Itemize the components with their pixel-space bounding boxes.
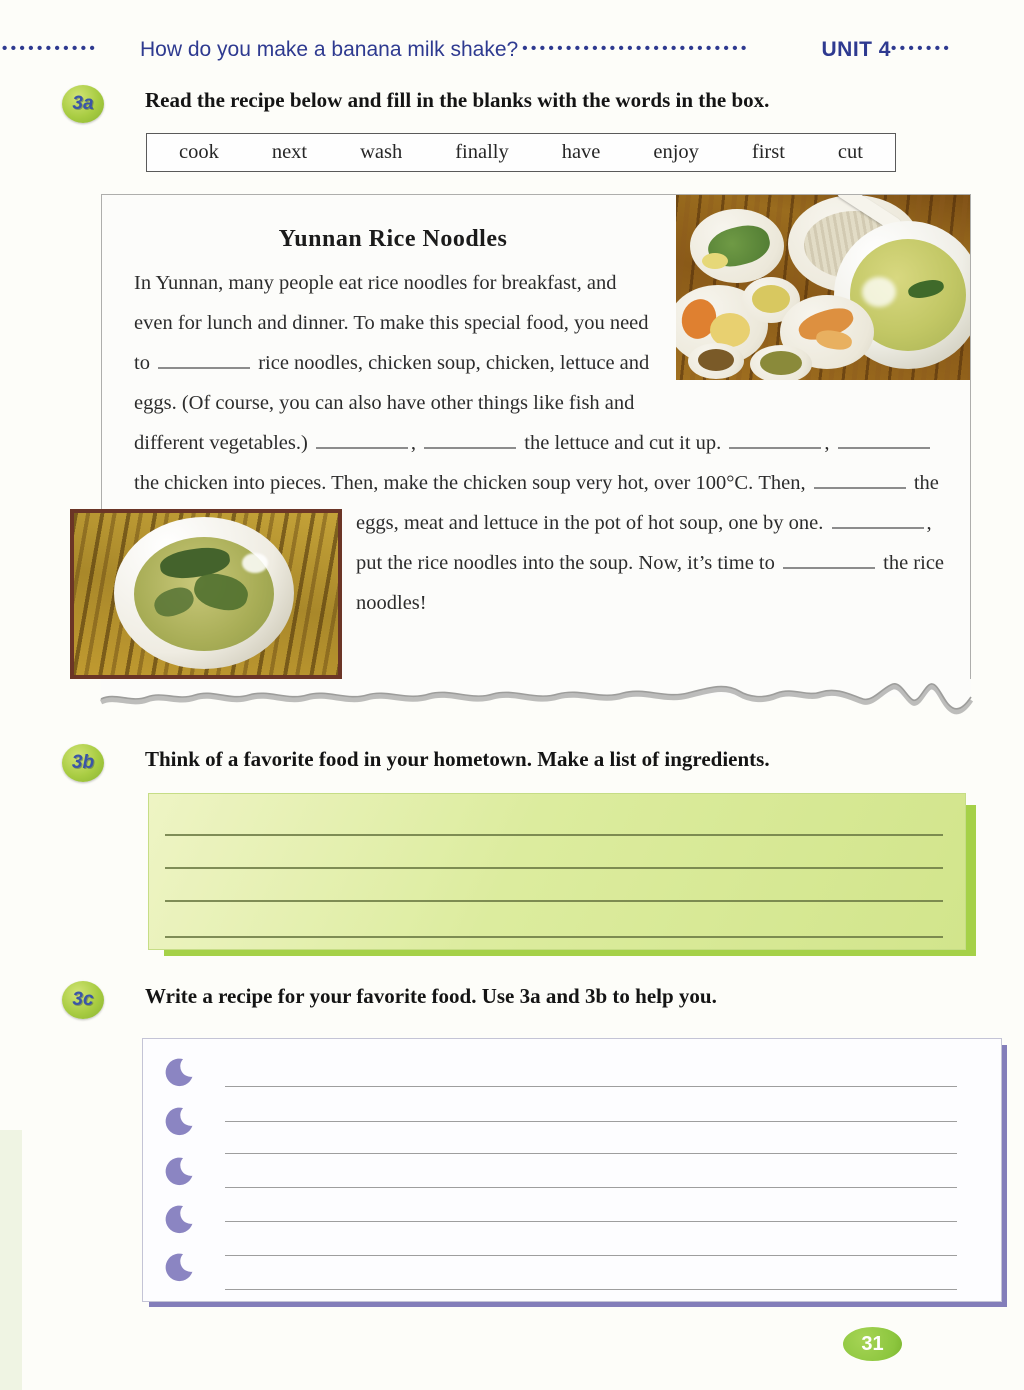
fill-in-blank <box>832 514 924 529</box>
recipe-content <box>102 195 970 623</box>
writing-line <box>225 1187 957 1188</box>
crescent-bullet-icon <box>165 1057 195 1087</box>
noodle-soup-photo <box>70 509 342 679</box>
header-mid-dots: •••••••••••••••••••••••••• <box>522 40 750 56</box>
page-number-badge: 31 <box>843 1327 902 1361</box>
recipe-text-part2: Then, the eggs, meat and lettuce in the pot of hot soup, one by one. , put the rice noodles into the soup. Now, it’s time to the rice noodles! <box>356 472 945 614</box>
writing-line <box>225 1086 957 1087</box>
fill-in-blank <box>158 354 250 369</box>
header-right-dots: ••••••• <box>891 40 953 56</box>
writing-line <box>165 834 943 836</box>
page-edge-tint <box>0 1130 22 1390</box>
sauce <box>698 349 734 371</box>
writing-line <box>225 1221 957 1222</box>
pickles <box>760 351 802 375</box>
fill-in-blank <box>316 434 408 449</box>
badge-3c: 3c <box>62 981 104 1019</box>
torn-paper-edge <box>101 679 971 717</box>
header-left-dots: ••••••••••• <box>2 40 99 56</box>
ingredients-photo <box>676 195 970 380</box>
fill-in-blank <box>424 434 516 449</box>
word-bank-item: have <box>561 141 601 163</box>
bowl-highlight <box>242 553 268 573</box>
badge-3a: 3a <box>62 85 104 123</box>
writing-line <box>165 900 943 902</box>
instruction-3c: Write a recipe for your favorite food. Use 3a and 3b to help you. <box>145 984 717 1008</box>
unit-label: UNIT 4 <box>821 38 891 61</box>
writing-line <box>165 936 943 938</box>
recipe-title: Yunnan Rice Noodles <box>278 226 508 252</box>
recipe-text-part1: In Yunnan, many people eat rice noodles for breakfast, and even for lunch and dinner. To make this special food, you need to rice noodles, chicken soup, chicken, lettuce and eggs. (Of course, you can also have other things like fish and different vegetables.) , the lettuce and cut it up. , the chicken into pieces. Then, make the chicken soup very hot, over 100°C. <box>134 272 933 494</box>
egg-piece <box>710 313 750 347</box>
word-bank-item: next <box>271 141 308 163</box>
word-bank-box <box>146 133 896 172</box>
word-bank-item: finally <box>455 141 509 163</box>
word-bank-item: enjoy <box>653 141 699 163</box>
word-bank-item: first <box>751 141 785 163</box>
crescent-bullet-icon <box>165 1252 195 1282</box>
instruction-3a: Read the recipe below and fill in the blanks with the words in the box. <box>145 88 770 112</box>
crescent-bullet-icon <box>165 1156 195 1186</box>
small-bowl-contents <box>752 285 790 313</box>
instruction-3b: Think of a favorite food in your hometown. Make a list of ingredients. <box>145 747 770 771</box>
unit-question-title: How do you make a banana milk shake? <box>140 38 519 61</box>
lettuce-piece <box>702 253 728 269</box>
fill-in-blank <box>814 474 906 489</box>
ingredients-writing-box <box>148 793 966 950</box>
writing-line <box>225 1289 957 1290</box>
fill-in-blank <box>838 434 930 449</box>
crescent-bullet-icon <box>165 1106 195 1136</box>
writing-line <box>225 1121 957 1122</box>
page-header <box>2 38 987 62</box>
recipe-writing-box <box>142 1038 1002 1302</box>
word-bank-item: cook <box>179 141 219 163</box>
soup-highlight <box>862 277 896 307</box>
badge-3b: 3b <box>62 744 104 782</box>
fill-in-blank <box>783 554 875 569</box>
recipe-card <box>101 194 971 697</box>
writing-line <box>165 867 943 869</box>
writing-line <box>225 1255 957 1256</box>
writing-line <box>225 1153 957 1154</box>
fill-in-blank <box>729 434 821 449</box>
word-bank-item: wash <box>360 141 403 163</box>
word-bank-item: cut <box>837 141 863 163</box>
crescent-bullet-icon <box>165 1204 195 1234</box>
